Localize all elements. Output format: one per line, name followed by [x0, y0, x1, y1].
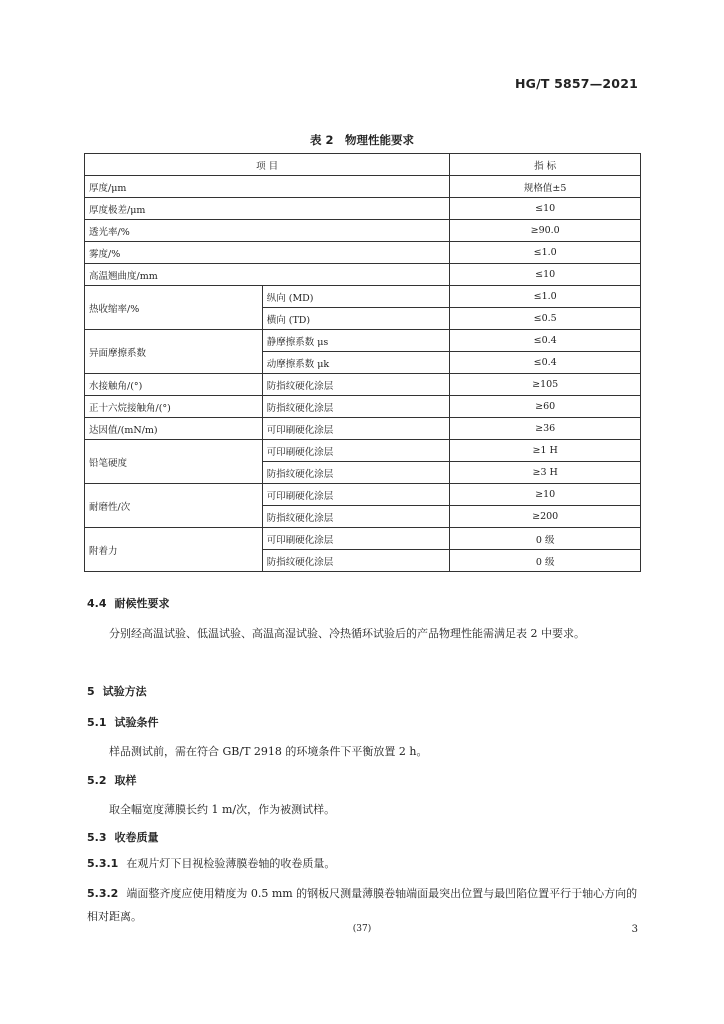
row-value: ≤1.0	[450, 242, 641, 264]
section-number: 5.1	[87, 716, 107, 729]
section-title: 试验方法	[102, 685, 147, 698]
table-row	[85, 286, 641, 308]
row-sub-item: 可印刷硬化涂层	[262, 418, 450, 440]
table-row	[85, 198, 641, 220]
row-sub-item: 防指纹硬化涂层	[262, 550, 450, 572]
section-number: 4.4	[87, 597, 107, 610]
row-sub-item: 防指纹硬化涂层	[262, 374, 450, 396]
row-item: 异面摩擦系数	[85, 330, 263, 374]
section-text: 端面整齐度应使用精度为 0.5 mm 的钢板尺测量薄膜卷轴端面最突出位置与最凹陷位置平行于轴心方向的相对距离。	[87, 887, 638, 923]
row-value: 规格值±5	[450, 176, 641, 198]
table-row	[85, 176, 641, 198]
section-title: 耐候性要求	[114, 597, 170, 610]
row-value: ≤0.4	[450, 352, 641, 374]
section-number: 5.3	[87, 831, 107, 844]
row-item: 达因值/(mN/m)	[85, 418, 263, 440]
row-item: 附着力	[85, 528, 263, 572]
row-value: ≤1.0	[450, 286, 641, 308]
row-item: 透光率/%	[85, 220, 450, 242]
row-value: ≥105	[450, 374, 641, 396]
section-title: 取样	[114, 774, 137, 787]
section-heading-5-1	[87, 714, 159, 730]
table-title: 表 2 物理性能要求	[309, 133, 414, 147]
row-sub-item: 防指纹硬化涂层	[262, 396, 450, 418]
header-index: 指 标	[450, 154, 641, 176]
row-sub-item: 静摩擦系数 μs	[262, 330, 450, 352]
section-title: 试验条件	[114, 716, 159, 729]
table-row	[85, 264, 641, 286]
row-value: ≥1 H	[450, 440, 641, 462]
row-item: 雾度/%	[85, 242, 450, 264]
page-number: 3	[631, 924, 638, 935]
physical-properties-table	[84, 153, 641, 572]
row-sub-item: 动摩擦系数 μk	[262, 352, 450, 374]
row-value: ≥60	[450, 396, 641, 418]
section-title: 收卷质量	[114, 831, 159, 844]
row-sub-item: 可印刷硬化涂层	[262, 528, 450, 550]
section-number: 5.3.2	[87, 887, 119, 900]
row-item: 热收缩率/%	[85, 286, 263, 330]
section-heading-5-3	[87, 829, 159, 845]
row-item: 铅笔硬度	[85, 440, 263, 484]
section-text-5-2: 取全幅宽度薄膜长约 1 m/次，作为被测试样。	[109, 803, 336, 816]
row-sub-item: 横向 (TD)	[262, 308, 450, 330]
section-number: 5.2	[87, 774, 107, 787]
row-sub-item: 可印刷硬化涂层	[262, 484, 450, 506]
row-sub-item: 防指纹硬化涂层	[262, 506, 450, 528]
row-value: ≤10	[450, 198, 641, 220]
section-5-3-2	[87, 882, 639, 928]
row-value: ≥10	[450, 484, 641, 506]
section-number: 5	[87, 685, 95, 698]
row-value: ≤10	[450, 264, 641, 286]
row-item: 高温翘曲度/mm	[85, 264, 450, 286]
table-row	[85, 396, 641, 418]
section-heading-5	[87, 683, 147, 699]
row-value: ≤0.5	[450, 308, 641, 330]
table-row	[85, 374, 641, 396]
section-5-3-1	[87, 852, 639, 875]
row-item: 正十六烷接触角/(°)	[85, 396, 263, 418]
section-text-4-4: 分别经高温试验、低温试验、高温高湿试验、冷热循环试验后的产品物理性能需满足表 2 中要求。	[109, 627, 585, 640]
row-item: 厚度/μm	[85, 176, 450, 198]
section-heading-5-2	[87, 772, 137, 788]
table-header-row	[85, 154, 641, 176]
standard-code: HG/T 5857—2021	[514, 76, 638, 91]
row-value: ≥200	[450, 506, 641, 528]
row-item: 耐磨性/次	[85, 484, 263, 528]
table-row	[85, 440, 641, 462]
section-heading-4-4	[87, 595, 170, 611]
header-item: 项 目	[85, 154, 450, 176]
table-row	[85, 330, 641, 352]
section-text: 在观片灯下目视检验薄膜卷轴的收卷质量。	[126, 857, 336, 870]
row-value: ≥3 H	[450, 462, 641, 484]
row-value: ≥90.0	[450, 220, 641, 242]
row-value: ≤0.4	[450, 330, 641, 352]
row-sub-item: 可印刷硬化涂层	[262, 440, 450, 462]
row-value: ≥36	[450, 418, 641, 440]
row-item: 厚度极差/μm	[85, 198, 450, 220]
row-sub-item: 防指纹硬化涂层	[262, 462, 450, 484]
row-value: 0 级	[450, 550, 641, 572]
table-row	[85, 220, 641, 242]
section-text-5-1: 样品测试前，需在符合 GB/T 2918 的环境条件下平衡放置 2 h。	[109, 745, 428, 758]
table-row	[85, 418, 641, 440]
row-sub-item: 纵向 (MD)	[262, 286, 450, 308]
section-number: 5.3.1	[87, 857, 119, 870]
row-value: 0 级	[450, 528, 641, 550]
row-item: 水接触角/(°)	[85, 374, 263, 396]
table-row	[85, 484, 641, 506]
table-row	[85, 528, 641, 550]
table-row	[85, 242, 641, 264]
footer-sequence: (37)	[352, 924, 372, 934]
